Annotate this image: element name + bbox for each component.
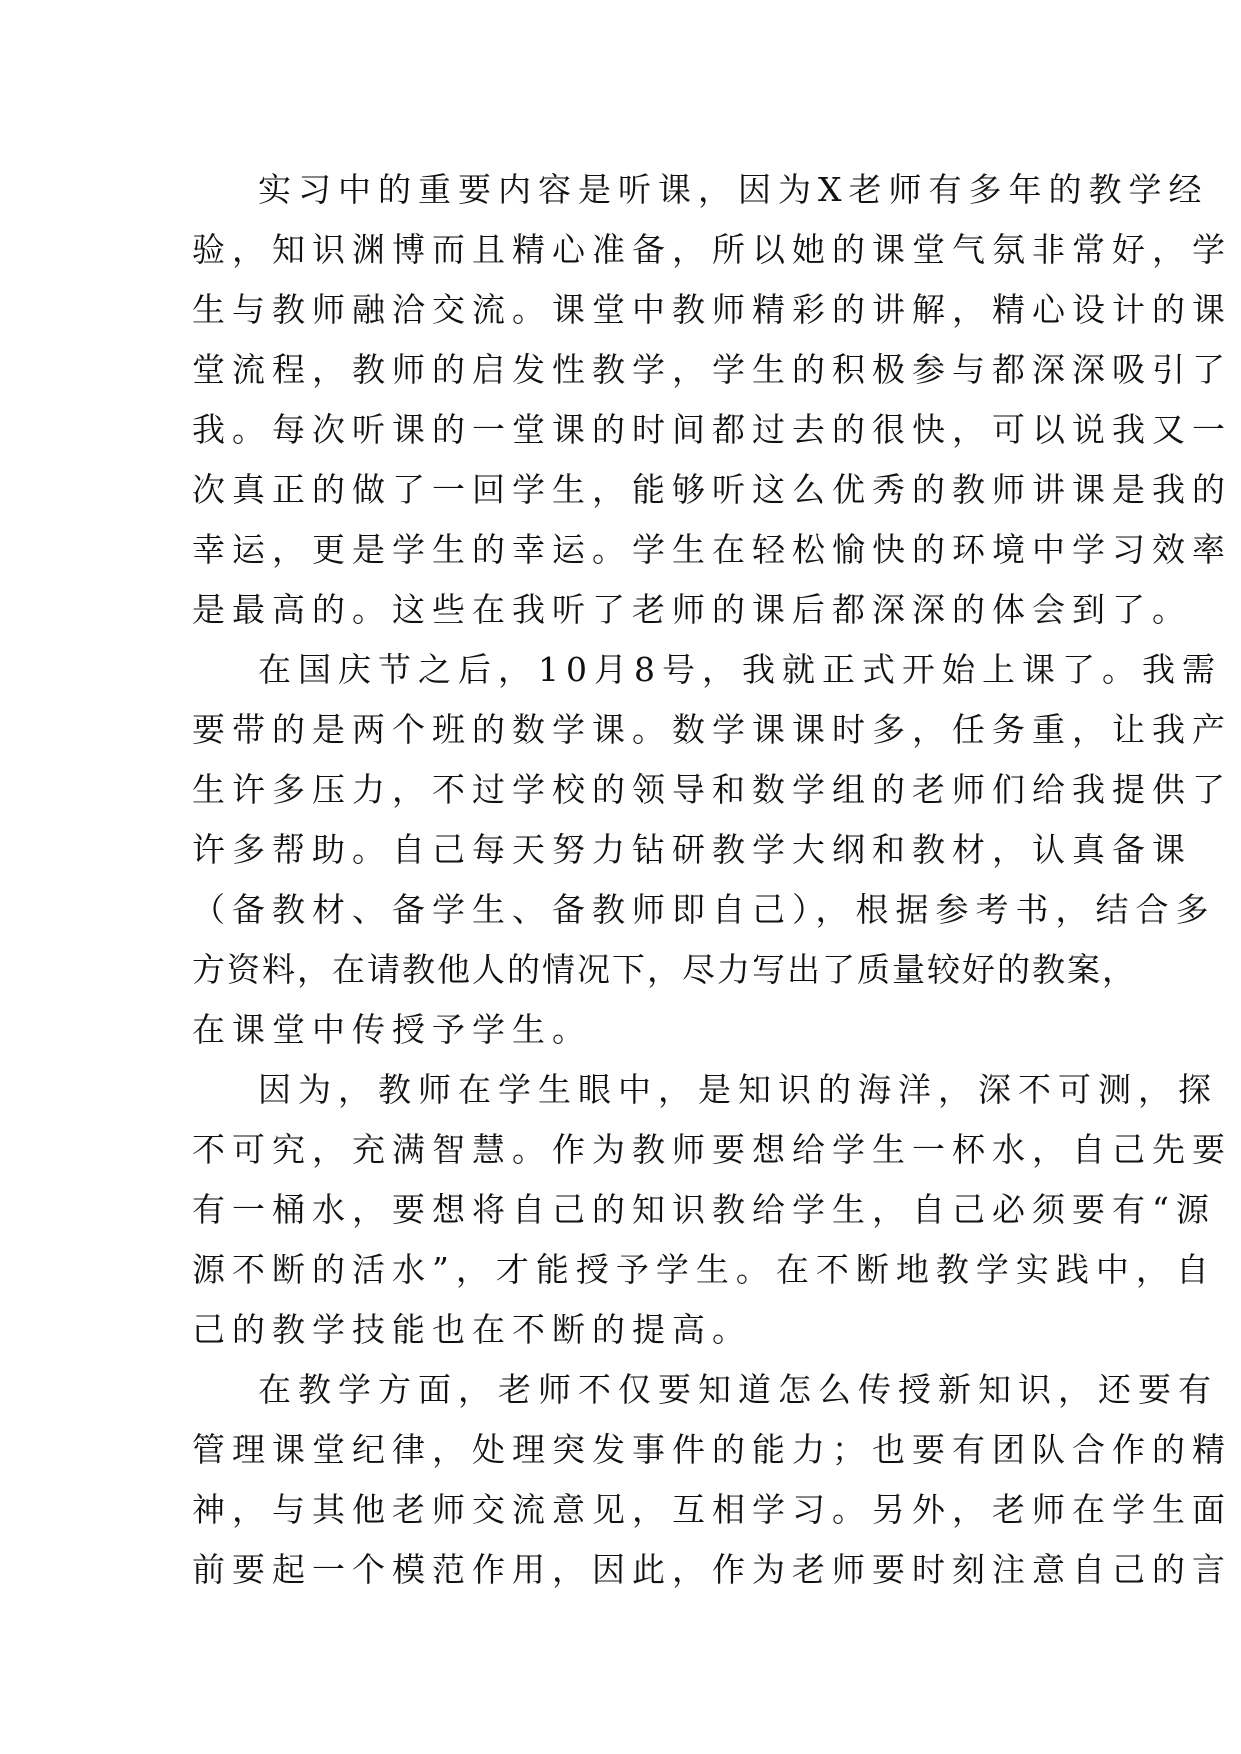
paragraph-line: 不可究，充满智慧。作为教师要想给学生一杯水，自己先要 [192,1130,1232,1169]
paragraph-line: 我。每次听课的一堂课的时间都过去的很快，可以说我又一 [192,410,1232,449]
paragraph-line: 源不断的活水”，才能授予学生。在不断地教学实践中，自 [192,1250,1216,1289]
paragraph-3 [192,1060,1232,1360]
paragraph-line: 在国庆节之后，10月8号，我就正式开始上课了。我需 [258,650,1222,689]
paragraph-line: 神，与其他老师交流意见，互相学习。另外，老师在学生面 [192,1490,1232,1529]
paragraph-line: 有一桶水，要想将自己的知识教给学生，自己必须要有“源 [192,1190,1216,1229]
paragraph-line: 管理课堂纪律，处理突发事件的能力；也要有团队合作的精 [192,1430,1232,1469]
paragraph-line: 在课堂中传授予学生。 [192,1010,592,1049]
paragraph-1 [192,160,1232,640]
paragraph-line: 堂流程，教师的启发性教学，学生的积极参与都深深吸引了 [192,350,1232,389]
paragraph-line: 次真正的做了一回学生，能够听这么优秀的教师讲课是我的 [192,470,1232,509]
paragraph-line: 是最高的。这些在我听了老师的课后都深深的体会到了。 [192,590,1192,629]
paragraph-line: 实习中的重要内容是听课，因为X老师有多年的教学经 [258,170,1209,209]
paragraph-line: 生与教师融洽交流。课堂中教师精彩的讲解，精心设计的课 [192,290,1232,329]
paragraph-line: 验，知识渊博而且精心准备，所以她的课堂气氛非常好，学 [192,230,1232,269]
paragraph-line: 要带的是两个班的数学课。数学课课时多，任务重，让我产 [192,710,1232,749]
paragraph-line: 幸运，更是学生的幸运。学生在轻松愉快的环境中学习效率 [192,530,1232,569]
paragraph-line: 在教学方面，老师不仅要知道怎么传授新知识，还要有 [258,1370,1218,1409]
paragraph-line: 己的教学技能也在不断的提高。 [192,1310,752,1349]
paragraph-4 [192,1360,1232,1600]
document-body [192,160,1232,1600]
paragraph-line: 因为，教师在学生眼中，是知识的海洋，深不可测，探 [258,1070,1218,1109]
paragraph-line: 许多帮助。自己每天努力钻研教学大纲和教材，认真备课 [192,830,1192,869]
paragraph-line: 方资料，在请教他人的情况下，尽力写出了质量较好的教案， [192,950,1137,989]
paragraph-line: （备教材、备学生、备教师即自己），根据参考书，结合多 [192,890,1216,929]
paragraph-2 [192,640,1232,1060]
paragraph-line: 前要起一个模范作用，因此，作为老师要时刻注意自己的言 [192,1550,1232,1589]
paragraph-line: 生许多压力，不过学校的领导和数学组的老师们给我提供了 [192,770,1232,809]
